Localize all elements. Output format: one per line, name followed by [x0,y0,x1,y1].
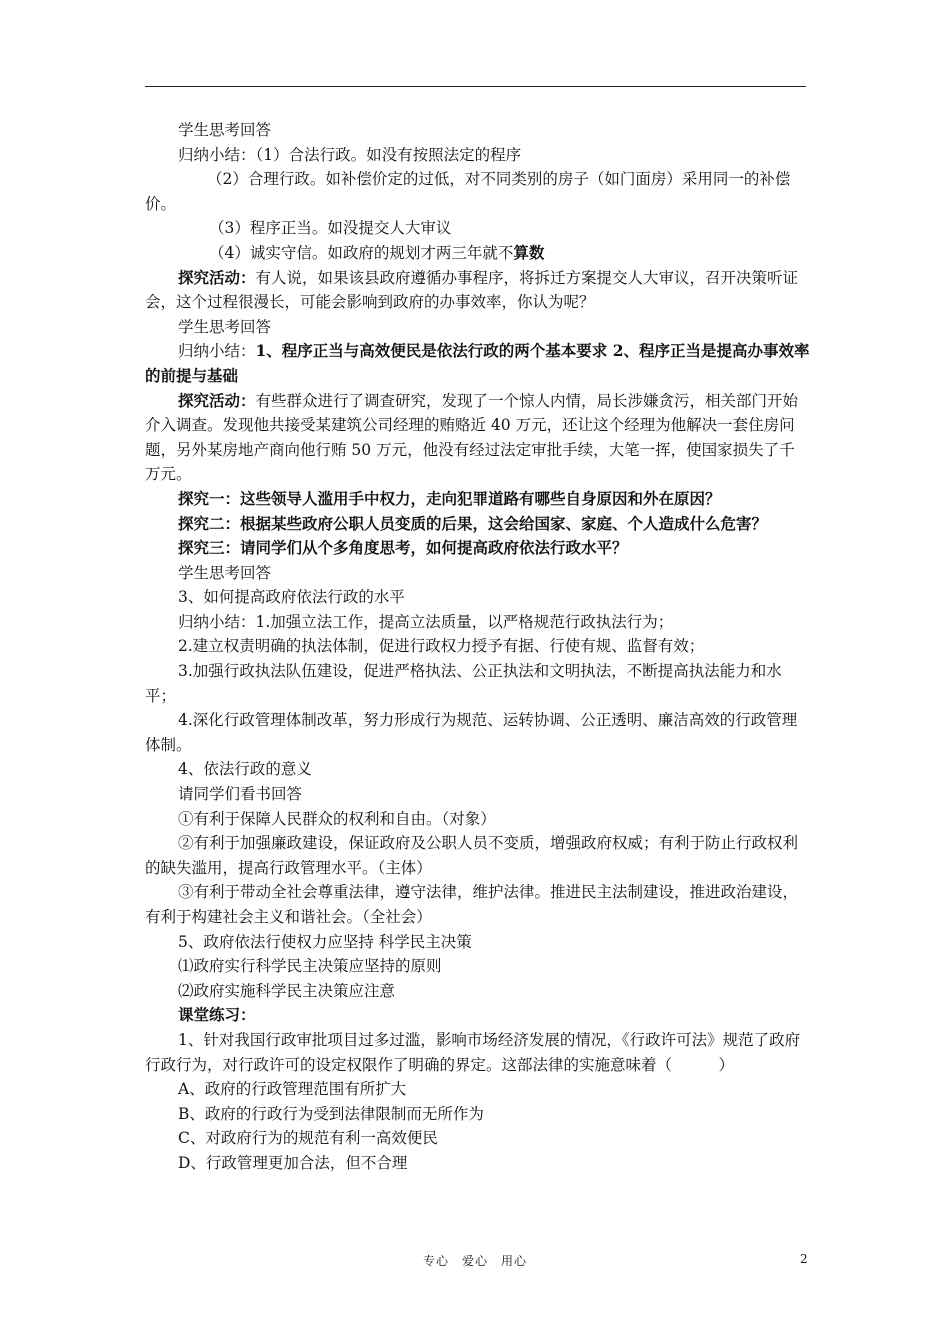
page-number: 2 [800,1252,808,1266]
paragraph [145,487,810,512]
paragraph [145,315,810,340]
bold-text: 课堂练习： [178,1005,256,1025]
text: 归纳小结： [178,342,256,361]
bold-text: 算数 [513,242,545,262]
text: 4.深化行政管理体制改革，努力形成行为规范、运转协调、公正透明、廉洁高效的行政管理体制。 [145,711,798,754]
paragraph [145,1003,810,1028]
text: ②有利于加强廉政建设，保证政府及公职人员不变质，增强政府权威；有利于防止行政权利的缺失滥用，提高行政管理水平。（主体） [145,834,799,877]
text: 3.加强行政执法队伍建设，促进严格执法、公正执法和文明执法，不断提高执法能力和水平； [145,662,782,705]
bold-text: 探究三：请同学们从个多角度思考，如何提高政府依法行政水平？ [178,538,628,558]
paragraph [145,585,810,610]
text: 归纳小结：1.加强立法工作，提高立法质量，以严格规范行政执法行为； [178,612,674,631]
text: D、行政管理更加合法，但不合理 [178,1153,408,1172]
text: 5、政府依法行使权力应坚持 科学民主决策 [178,932,472,951]
paragraph [145,954,810,979]
paragraph [145,979,810,1004]
paragraph [145,880,810,929]
paragraph [145,118,810,143]
text: 1、针对我国行政审批项目过多过滥，影响市场经济发展的情况，《行政许可法》规范了政府行政行为，对行政许可的设定权限作了明确的界定。这部法律的实施意味着（ ） [145,1030,801,1074]
paragraph [145,757,810,782]
paragraph [145,1151,810,1176]
text: 学生思考回答 [178,563,272,582]
paragraph [145,1077,810,1102]
text: 2.建立权责明确的执法体制，促进行政权力授予有据、行使有规、监督有效； [178,637,705,656]
paragraph [145,512,810,537]
paragraph [145,807,810,832]
paragraph [145,659,810,708]
text: （2）合理行政。如补偿价定的过低，对不同类别的房子（如门面房）采用同一的补偿价。 [145,170,791,213]
text: 有些群众进行了调查研究，发现了一个惊人内情，局长涉嫌贪污，相关部门开始介入调查。发现他共接受某建筑公司经理的贿赂近 40 万元，还让这个经理为他解决一套住房问题，另外某房地产商向他行贿 50 万元，他没有经过法定审批手续，大笔一挥，使国家损失了千万元。 [145,391,799,484]
text: ⑵政府实施科学民主决策应注意 [178,981,396,1000]
paragraph [145,339,810,388]
paragraph [145,634,810,659]
paragraph [145,266,810,315]
text: ①有利于保障人民群众的权利和自由。（对象） [178,809,496,828]
bold-text: 探究一：这些领导人滥用手中权力，走向犯罪道路有哪些自身原因和外在原因？ [178,488,721,508]
bold-text: 1、程序正当与高效便民是依法行政的两个基本要求 2、程序正当是提高办事效率的前提与基础 [145,341,810,385]
text: 4、依法行政的意义 [178,760,312,779]
text: 有人说，如果该县政府遵循办事程序，将拆迁方案提交人大审议，召开决策听证会，这个过程很漫长，可能会影响到政府的办事效率，你认为呢？ [145,268,799,312]
paragraph [145,216,810,241]
bold-text: 探究活动： [178,267,256,287]
paragraph [145,1126,810,1151]
header-rule [145,86,806,87]
paragraph [145,1028,810,1077]
bold-text: 探究活动： [178,390,256,410]
footer-motto: 专心 爱心 用心 [422,1254,527,1268]
text: A、政府的行政管理范围有所扩大 [178,1080,407,1099]
paragraph [145,1102,810,1127]
paragraph [145,708,810,757]
paragraph [145,610,810,635]
text: 归纳小结：（1）合法行政。如没有按照法定的程序 [178,145,522,164]
paragraph [145,782,810,807]
text: 学生思考回答 [178,121,272,139]
paragraph [145,143,810,168]
text: B、政府的行政行为受到法律限制而无所作为 [178,1104,484,1123]
bold-text: 探究二：根据某些政府公职人员变质的后果，这会给国家、家庭、个人造成什么危害？ [178,513,768,533]
text: 3、如何提高政府依法行政的水平 [178,588,405,607]
text: ③有利于带动全社会尊重法律，遵守法律，维护法律。推进民主法制建设，推进政治建设，有利于构建社会主义和谐社会。（全社会） [145,883,799,926]
text: （3）程序正当。如没提交人大审议 [209,219,452,238]
document-body [145,118,810,1176]
paragraph [145,561,810,586]
paragraph [145,930,810,955]
paragraph [145,831,810,880]
paragraph [145,536,810,561]
text: 学生思考回答 [178,317,272,336]
text: ⑴政府实行科学民主决策应坚持的原则 [178,957,442,976]
text: 请同学们看书回答 [178,785,303,804]
paragraph [145,241,810,266]
text: C、对政府行为的规范有利一高效便民 [178,1129,438,1148]
text: （4）诚实守信。如政府的规划才两三年就不 [209,243,514,262]
paragraph [145,167,810,216]
paragraph [145,389,810,487]
